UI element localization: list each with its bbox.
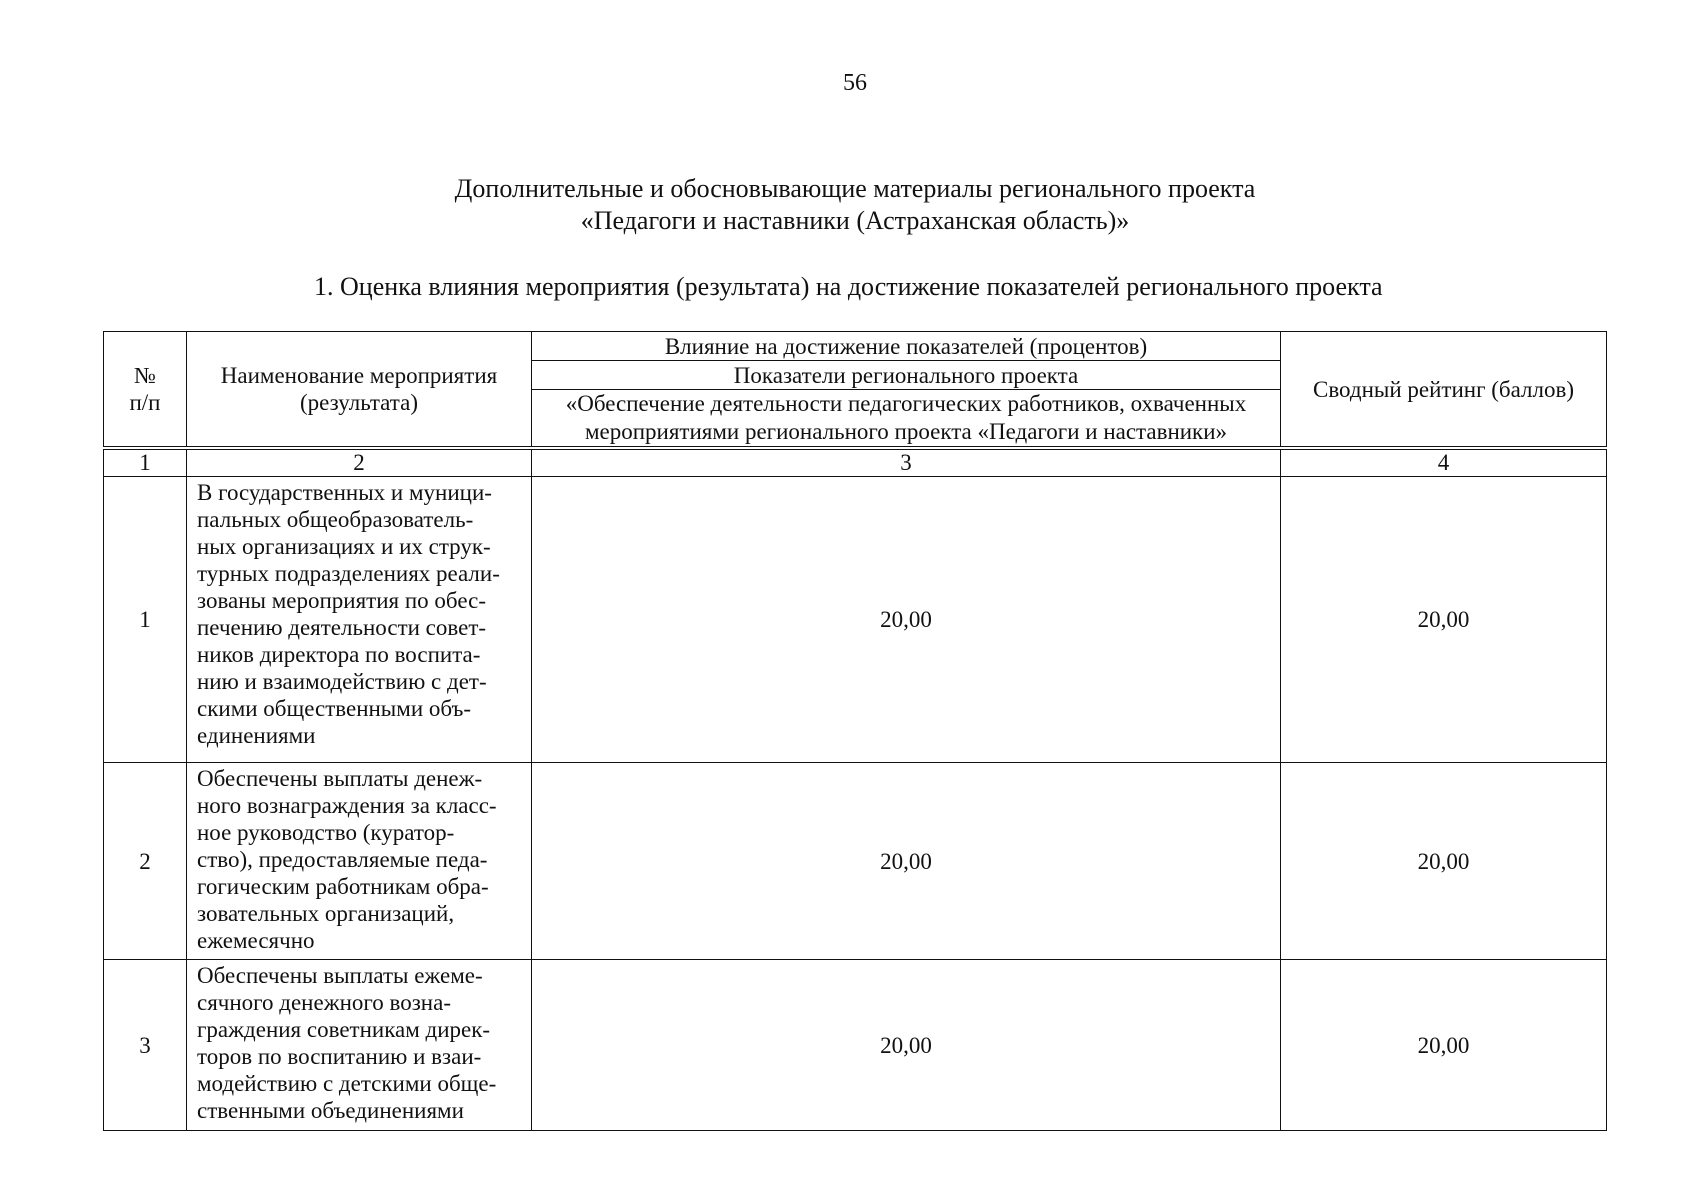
header-number-line: № [134,363,156,388]
description-line: ежемесячно [197,928,315,953]
description-line: гогическим работникам обра- [197,874,489,899]
description-line: ников директора по воспита- [197,642,481,667]
section-title: 1. Оценка влияния мероприятия (результата) на достижение показателей регионального проекта [314,272,1383,301]
impact-value: 20,00 [532,960,1281,1131]
description-line: нию и взаимодействию с дет- [197,669,487,694]
activity-description [187,477,532,763]
description-line: ного вознаграждения за класс- [197,793,497,818]
table-header-row [104,332,1607,361]
description-line: печению деятельности совет- [197,615,487,640]
rating-value: 20,00 [1281,477,1607,763]
description-line: модействию с детскими обще- [197,1071,497,1096]
header-indicator-name [532,390,1281,449]
activity-description [187,960,532,1131]
description-line: пальных общеобразователь- [197,507,474,532]
document-title-line: Дополнительные и обосновывающие материалы регионального проекта [454,174,1256,203]
rating-value: 20,00 [1281,960,1607,1131]
description-line: зовательных организаций, [197,901,455,926]
document-title-line: «Педагоги и наставники (Астраханская область)» [580,206,1130,235]
table-row [104,763,1607,960]
column-number: 1 [104,448,187,477]
table-row [104,477,1607,763]
description-line: Обеспечены выплаты денеж- [197,766,483,791]
header-summary-rating: Сводный рейтинг (баллов) [1281,332,1607,449]
header-impact: Влияние на достижение показателей (процентов) [532,332,1281,361]
column-number: 2 [187,448,532,477]
header-activity-name-line: (результата) [300,390,418,415]
description-line: ство), предоставляемые педа- [197,847,488,872]
description-line: турных подразделениях реали- [197,561,500,586]
description-line: ных организациях и их струк- [197,534,491,559]
description-line: скими общественными объ- [197,696,472,721]
description-line: В государственных и муници- [197,480,492,505]
header-regional-indicators: Показатели регионального проекта [532,361,1281,390]
impact-value: 20,00 [532,763,1281,960]
description-line: зованы мероприятия по обес- [197,588,486,613]
impact-value: 20,00 [532,477,1281,763]
row-number: 3 [104,960,187,1131]
description-line: ственными объединениями [197,1098,464,1123]
description-line: Обеспечены выплаты ежеме- [197,963,483,988]
document-title [0,173,1697,237]
column-number: 3 [532,448,1281,477]
row-number: 2 [104,763,187,960]
header-number-line: п/п [129,390,161,415]
table-row [104,960,1607,1131]
column-number-row [104,448,1607,477]
description-line: торов по воспитанию и взаи- [197,1044,482,1069]
impact-assessment-table [103,331,1607,1131]
row-number: 1 [104,477,187,763]
description-line: сячного денежного возна- [197,990,451,1015]
activity-description [187,763,532,960]
header-activity-name-line: Наименование мероприятия [220,363,498,388]
header-number [104,332,187,449]
header-indicator-name-line: мероприятиями регионального проекта «Педагоги и наставники» [584,419,1228,444]
column-number: 4 [1281,448,1607,477]
header-activity-name [187,332,532,449]
page-number: 56 [843,70,867,96]
description-line: ное руководство (куратор- [197,820,455,845]
description-line: граждения советникам дирек- [197,1017,491,1042]
description-line: единениями [197,723,316,748]
rating-value: 20,00 [1281,763,1607,960]
header-indicator-name-line: «Обеспечение деятельности педагогических работников, охваченных [565,391,1247,416]
